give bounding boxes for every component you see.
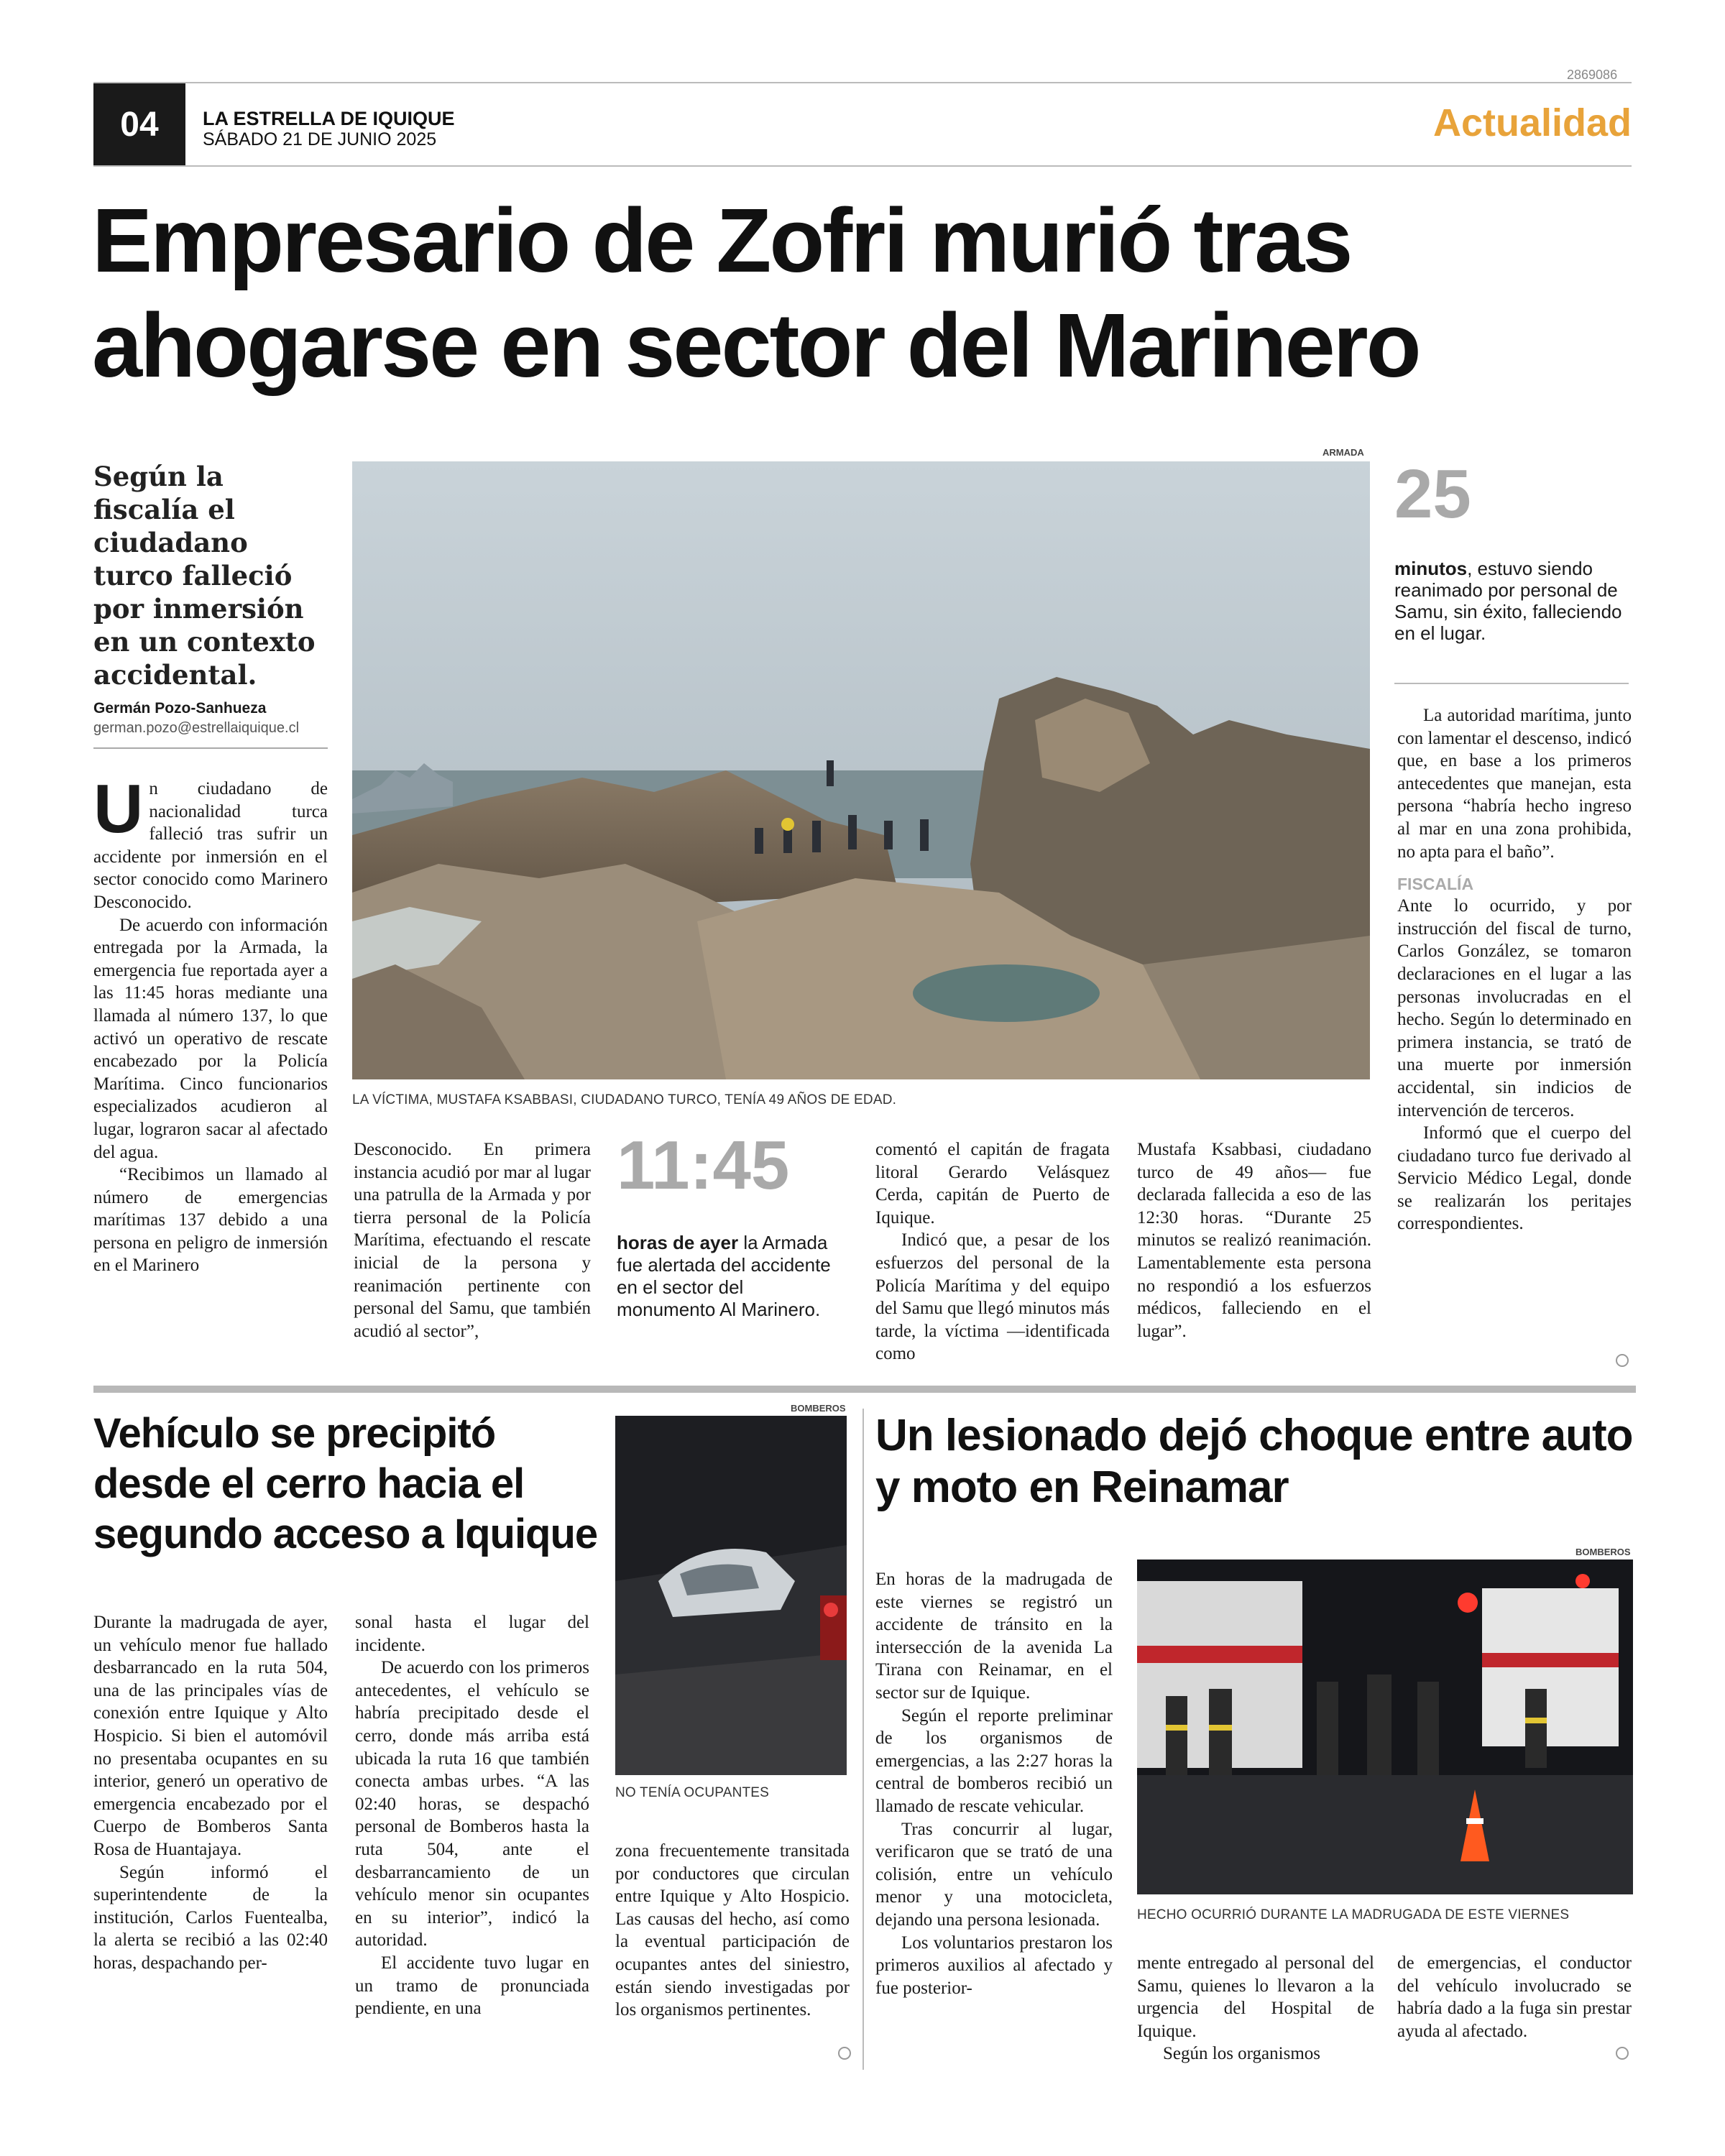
main-col-3 [875,1138,1110,1365]
page-id: 2869086 [1567,68,1618,82]
main-photo-credit: ARMADA [1322,447,1364,458]
lead-paragraph: Según la fiscalía el ciudadano turco falleció por inmersión en un contexto accidental. [93,461,316,691]
stat-1145-text [617,1232,832,1321]
issue-date: SÁBADO 21 DE JUNIO 2025 [203,129,437,149]
stat-1145-desc: la Armada fue alertada del accidente en el sector del monumento Al Marinero. [617,1232,831,1320]
story2-headline: Vehículo se precipitó desde el cerro hacia el segundo acceso a Iquique [93,1410,598,1557]
story3-col-1-p2: Según el reporte preliminar de los organismos de emergencias, a las 2:27 horas la central de bomberos recibió un llamado de rescate vehicular. [875,1705,1113,1816]
main-photo [352,461,1370,1079]
main-end-mark [1616,1354,1629,1367]
stat-25-desc: , estuvo siendo reanimado por personal de Samu, sin éxito, falleciendo en el lugar. [1394,558,1622,644]
stat-25-text [1394,558,1624,644]
subhead-fiscalia: FISCALÍA [1397,875,1474,894]
stat-25-number: 25 [1394,456,1471,533]
story2-col-2 [355,1611,589,2020]
story2-photo-caption: NO TENÍA OCUPANTES [615,1785,770,1800]
author-name: Germán Pozo-Sanhueza [93,700,267,717]
story3-col-3-p1: de emergencias, el conductor del vehículo involucrado se habría dado a la fuga sin prestar ayuda al afectado. [1397,1953,1632,2041]
stat-25-bold: minutos [1394,558,1468,579]
main-right-p1: La autoridad marítima, junto con lamentar el descenso, indicó que, en base a los primeros antecedentes que manejan, esta persona “habría hecho ingreso al mar en una zona prohibida, no apta para el baño”. [1397,706,1632,862]
story2-col-1-p1: Durante la madrugada de ayer, un vehículo menor fue hallado desbarrancado en la ruta 504, una de las principales vías de conexión entre Iquique y Alto Hospicio. Si bien el automóvil no presentaba ocupantes en su interior, generó un operativo de emergencia encabezado por el Cuerpo de Bomberos Santa Rosa de Huantajaya. [93,1613,328,1859]
main-col-3-p1: comentó el capitán de fragata litoral Gerardo Velásquez Cerda, capitán de Puerto de Iquique. [875,1140,1110,1227]
main-col-1-p1: n ciudadano de nacionalidad turca falleció tras sufrir un accidente por inmersión en el sector conocido como Marinero Desconocido. [93,779,328,912]
story2-col-3-p1: zona frecuentemente transitada por conductores que circulan entre Iquique y Alto Hospicio. Las causas del hecho, así como la eventual participación de ocupantes antes del siniestro, están siendo investigadas por los organismos pertinentes. [615,1841,850,2020]
main-headline [92,188,1637,398]
main-photo-caption: LA VÍCTIMA, MUSTAFA KSABBASI, CIUDADANO TURCO, TENÍA 49 AÑOS DE EDAD. [352,1092,897,1107]
story3-photo-caption: HECHO OCURRIÓ DURANTE LA MADRUGADA DE ESTE VIERNES [1137,1907,1570,1922]
main-col-2-p1: Desconocido. En primera instancia acudió por mar al lugar una patrulla de la Armada y por tierra personal de la Policía Marítima, efectuando el rescate inicial de la persona y reanimación pertinente con personal del Samu, que también acudió al sector”, [354,1140,591,1341]
main-right-p3: Informó que el cuerpo del ciudadano turco fue derivado al Servicio Médico Legal, donde se realizarán los peritajes correspondientes. [1397,1123,1632,1234]
story3-photo-credit: BOMBEROS [1576,1547,1631,1557]
main-col-3-p2: Indicó que, a pesar de los esfuerzos del personal de la Policía Marítima y del equipo del Samu que llegó minutos más tarde, la víctima —identificada como [875,1230,1110,1364]
story3-end-mark [1616,2047,1629,2060]
page-number: 04 [120,105,159,144]
main-col-2 [354,1138,591,1342]
story2-col-2-p2: De acuerdo con los primeros antecedentes, el vehículo se habría precipitado desde el cerro, donde más arriba está ubicada la ruta 16 que también conecta ambas urbes. “A las 02:40 horas, se despachó personal de Bomberos hasta la ruta 504, ante el desbarrancamiento de un vehículo menor sin ocupantes en su interior”, indicó la autoridad. [355,1658,589,1950]
main-headline-line-2: ahogarse en sector del Marinero [92,295,1420,396]
night-crash-illustration [1137,1560,1633,1894]
main-col-1 [93,770,328,1277]
section-label: Actualidad [1432,101,1632,144]
section-divider [93,1386,1636,1393]
story3-col-1-p4: Los voluntarios prestaron los primeros auxilios al afectado y fue posterior- [875,1932,1113,1998]
author-email: german.pozo@estrellaiquique.cl [93,720,300,736]
main-right-col [1397,704,1632,1235]
story3-col-2 [1137,1952,1374,2065]
byline-rule [93,747,328,749]
story2-photo [615,1416,847,1775]
header-top-rule [93,82,1632,83]
story2-col-3 [615,1840,850,2022]
main-col-1-p3: “Recibimos un llamado al número de emergencias marítimas 137 debido a una persona en peligro de inmersión en el Marinero [93,1165,328,1276]
main-col-4-p1: Mustafa Ksabbasi, ciudadano turco de 49 años— fue declarada fallecida a eso de las 12:30 horas. “Durante 25 minutos se realizó reanimación. Lamentablemente esta persona no respondió a los esfuerzos médicos, falleciendo en el lugar”. [1137,1140,1371,1341]
story3-photo [1137,1560,1633,1894]
story2-photo-credit: BOMBEROS [791,1403,846,1414]
story3-headline: Un lesionado dejó choque entre auto y moto en Reinamar [875,1411,1633,1512]
story-divider [862,1409,864,2070]
story3-col-2-p2: Según los organismos [1163,2044,1320,2064]
story3-col-1 [875,1568,1113,1999]
main-headline-line-1: Empresario de Zofri murió tras [92,190,1351,291]
story2-end-mark [838,2047,851,2060]
main-right-p2: Ante lo ocurrido, y por instrucción del fiscal de turno, Carlos González, se tomaron declaraciones en el lugar a las personas involucradas en el hecho. Según lo determinado en primera instancia, se trató de una muerte por inmersión accidental, sin indicios de intervención de terceros. [1397,896,1632,1120]
story2-col-2-p3: El accidente tuvo lugar en un tramo de pronunciada pendiente, en una [355,1953,589,2019]
story3-col-1-p3: Tras concurrir al lugar, verificaron que se trató de una colisión, entre un vehículo menor y una motocicleta, dejando una persona lesionada. [875,1819,1113,1930]
stat-1145-bold: horas de ayer [617,1232,739,1253]
main-col-4 [1137,1138,1371,1342]
stat-1145-number: 11:45 [617,1127,790,1204]
rocky-shore-illustration [352,461,1370,1079]
story2-col-1 [93,1611,328,1975]
page-number-box [93,83,185,165]
story2-col-1-p2: Según informó el superintendente de la institución, Carlos Fuentealba, la alerta se recibió a las 02:40 horas, despachando per- [93,1862,328,1973]
newspaper-name: LA ESTRELLA DE IQUIQUE [203,108,455,129]
overturned-car-illustration [615,1416,847,1775]
drop-cap: U [93,770,144,847]
story3-col-3 [1397,1952,1632,2042]
stat-25-rule [1394,683,1629,684]
story2-col-2-p1: sonal hasta el lugar del incidente. [355,1613,589,1655]
header-bottom-rule [93,165,1632,167]
main-col-1-p2: De acuerdo con información entregada por la Armada, la emergencia fue reportada ayer a las 11:45 horas mediante una llamada al número 137, lo que activó un operativo de rescate encabezado por la Policía Marítima. Cinco funcionarios especializados acudieron al lugar, lograron sacar al afectado del agua. [93,915,328,1162]
story3-col-2-p1: mente entregado al personal del Samu, quienes lo llevaron a la urgencia del Hospital de Iquique. [1137,1953,1374,2041]
story3-col-1-p1: En horas de la madrugada de este viernes se registró un accidente de tránsito en la intersección de la avenida La Tirana con Reinamar, en el sector sur de Iquique. [875,1570,1113,1703]
